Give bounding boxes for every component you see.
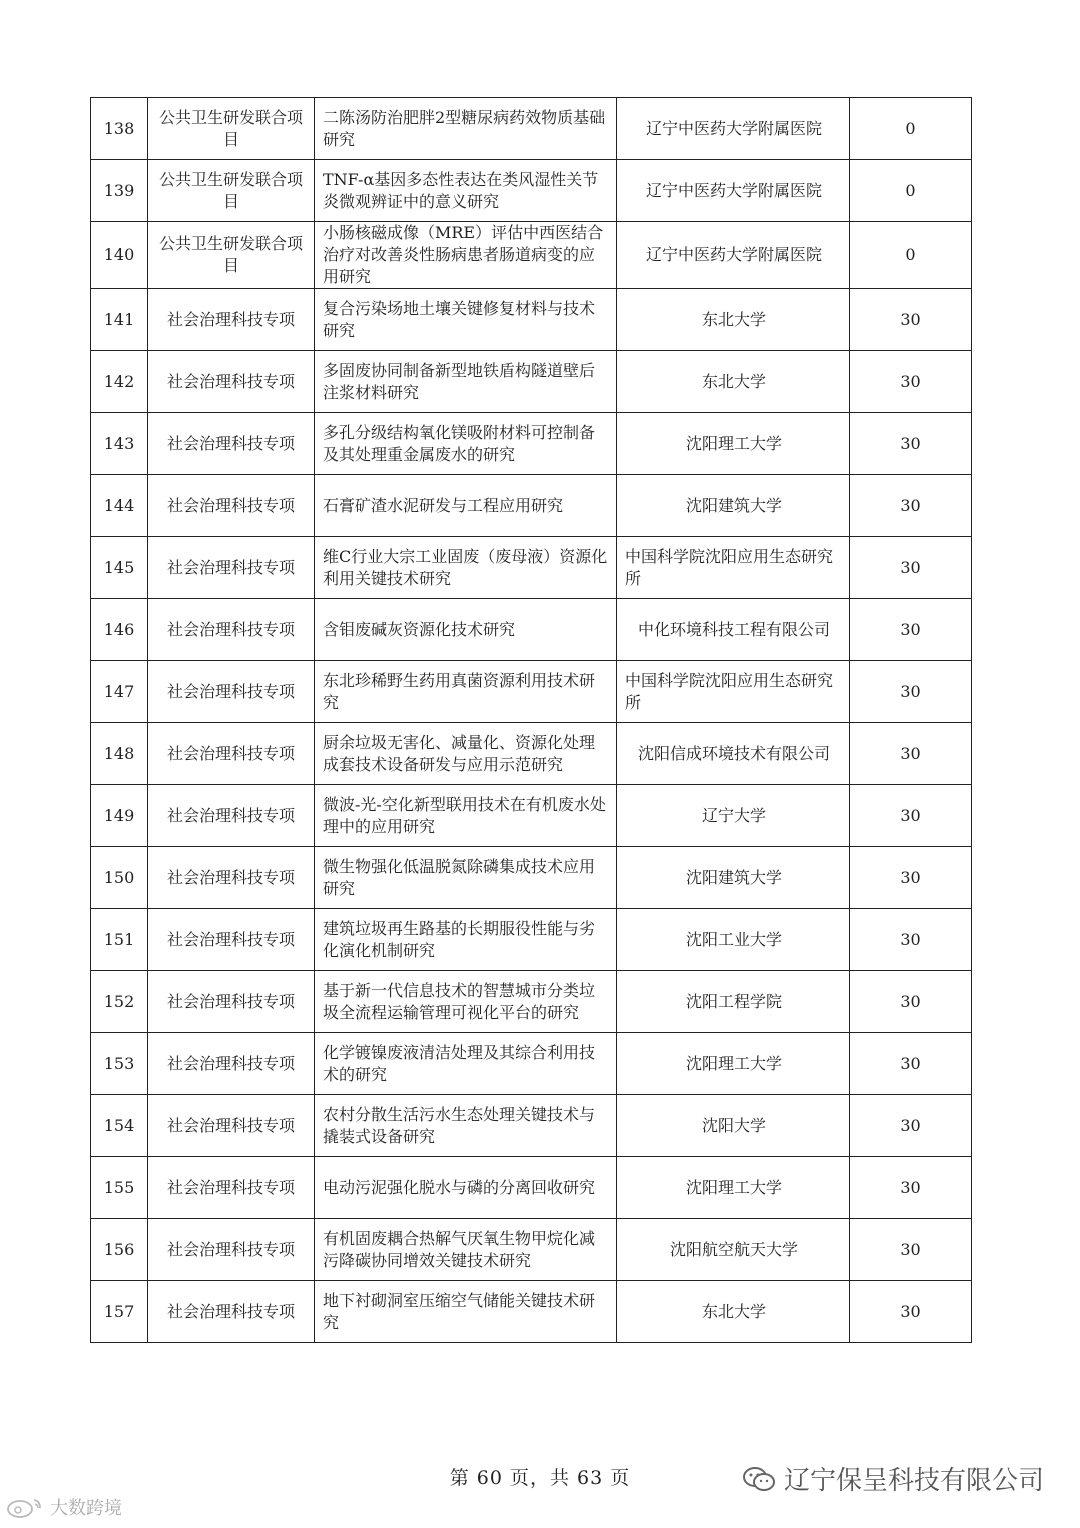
- category-cell: 公共卫生研发联合项目: [148, 222, 315, 289]
- organization-cell: 辽宁中医药大学附属医院: [617, 98, 850, 160]
- organization-cell: 辽宁中医药大学附属医院: [617, 222, 850, 289]
- amount-cell: 30: [850, 1281, 972, 1343]
- project-title-cell: 基于新一代信息技术的智慧城市分类垃圾全流程运输管理可视化平台的研究: [315, 971, 617, 1033]
- row-number-cell: 141: [91, 289, 148, 351]
- row-number-cell: 147: [91, 661, 148, 723]
- row-number-cell: 155: [91, 1157, 148, 1219]
- category-cell: 社会治理科技专项: [148, 971, 315, 1033]
- organization-cell: 沈阳工程学院: [617, 971, 850, 1033]
- row-number-cell: 148: [91, 723, 148, 785]
- weibo-icon: [6, 1496, 46, 1518]
- company-name: 辽宁保呈科技有限公司: [783, 1466, 1044, 1496]
- organization-cell: 辽宁大学: [617, 785, 850, 847]
- amount-cell: 30: [850, 661, 972, 723]
- organization-cell: 沈阳航空航天大学: [617, 1219, 850, 1281]
- table-row: [91, 1033, 972, 1095]
- category-cell: 社会治理科技专项: [148, 1219, 315, 1281]
- amount-cell: 30: [850, 909, 972, 971]
- organization-cell: 中化环境科技工程有限公司: [617, 599, 850, 661]
- table-row: [91, 413, 972, 475]
- category-cell: 社会治理科技专项: [148, 599, 315, 661]
- project-title-cell: 复合污染场地土壤关键修复材料与技术研究: [315, 289, 617, 351]
- row-number-cell: 152: [91, 971, 148, 1033]
- amount-cell: 30: [850, 785, 972, 847]
- table-row: [91, 537, 972, 599]
- project-title-cell: 多孔分级结构氧化镁吸附材料可控制备及其处理重金属废水的研究: [315, 413, 617, 475]
- category-cell: 社会治理科技专项: [148, 1281, 315, 1343]
- source-name: 大数跨境: [50, 1498, 122, 1519]
- project-title-cell: 石膏矿渣水泥研发与工程应用研究: [315, 475, 617, 537]
- table-row: [91, 1219, 972, 1281]
- amount-cell: 30: [850, 289, 972, 351]
- row-number-cell: 140: [91, 222, 148, 289]
- organization-cell: 沈阳建筑大学: [617, 475, 850, 537]
- category-cell: 公共卫生研发联合项目: [148, 160, 315, 222]
- table-row: [91, 847, 972, 909]
- amount-cell: 30: [850, 971, 972, 1033]
- organization-cell: 沈阳信成环境技术有限公司: [617, 723, 850, 785]
- amount-cell: 30: [850, 537, 972, 599]
- amount-cell: 30: [850, 1095, 972, 1157]
- organization-cell: 沈阳大学: [617, 1095, 850, 1157]
- table-row: [91, 909, 972, 971]
- row-number-cell: 145: [91, 537, 148, 599]
- project-title-cell: 厨余垃圾无害化、减量化、资源化处理成套技术设备研发与应用示范研究: [315, 723, 617, 785]
- project-title-cell: 电动污泥强化脱水与磷的分离回收研究: [315, 1157, 617, 1219]
- organization-cell: 东北大学: [617, 351, 850, 413]
- wechat-icon: [742, 1465, 776, 1493]
- table-row: [91, 475, 972, 537]
- category-cell: 社会治理科技专项: [148, 723, 315, 785]
- category-cell: 社会治理科技专项: [148, 289, 315, 351]
- organization-cell: 沈阳建筑大学: [617, 847, 850, 909]
- organization-cell: 沈阳理工大学: [617, 413, 850, 475]
- project-title-cell: 维C行业大宗工业固废（废母液）资源化利用关键技术研究: [315, 537, 617, 599]
- amount-cell: 0: [850, 98, 972, 160]
- organization-cell: 东北大学: [617, 289, 850, 351]
- table-row: [91, 160, 972, 222]
- project-title-cell: TNF-α基因多态性表达在类风湿性关节炎微观辨证中的意义研究: [315, 160, 617, 222]
- table-body: [91, 98, 972, 1343]
- category-cell: 社会治理科技专项: [148, 661, 315, 723]
- project-title-cell: 建筑垃圾再生路基的长期服役性能与劣化演化机制研究: [315, 909, 617, 971]
- source-watermark: [6, 1494, 122, 1520]
- amount-cell: 30: [850, 351, 972, 413]
- row-number-cell: 154: [91, 1095, 148, 1157]
- project-title-cell: 小肠核磁成像（MRE）评估中西医结合治疗对改善炎性肠病患者肠道病变的应用研究: [315, 222, 617, 289]
- organization-cell: 中国科学院沈阳应用生态研究所: [617, 661, 850, 723]
- organization-cell: 中国科学院沈阳应用生态研究所: [617, 537, 850, 599]
- table-row: [91, 222, 972, 289]
- amount-cell: 30: [850, 1219, 972, 1281]
- table-row: [91, 661, 972, 723]
- category-cell: 社会治理科技专项: [148, 1157, 315, 1219]
- row-number-cell: 142: [91, 351, 148, 413]
- table-row: [91, 599, 972, 661]
- row-number-cell: 149: [91, 785, 148, 847]
- row-number-cell: 138: [91, 98, 148, 160]
- table-row: [91, 98, 972, 160]
- row-number-cell: 157: [91, 1281, 148, 1343]
- category-cell: 社会治理科技专项: [148, 537, 315, 599]
- project-title-cell: 二陈汤防治肥胖2型糖尿病药效物质基础研究: [315, 98, 617, 160]
- row-number-cell: 156: [91, 1219, 148, 1281]
- table-row: [91, 723, 972, 785]
- amount-cell: 30: [850, 413, 972, 475]
- category-cell: 社会治理科技专项: [148, 1095, 315, 1157]
- organization-cell: 沈阳理工大学: [617, 1157, 850, 1219]
- amount-cell: 30: [850, 475, 972, 537]
- amount-cell: 30: [850, 723, 972, 785]
- table-row: [91, 289, 972, 351]
- organization-cell: 辽宁中医药大学附属医院: [617, 160, 850, 222]
- project-table: [90, 97, 972, 1343]
- row-number-cell: 143: [91, 413, 148, 475]
- organization-cell: 沈阳工业大学: [617, 909, 850, 971]
- category-cell: 公共卫生研发联合项目: [148, 98, 315, 160]
- amount-cell: 30: [850, 1157, 972, 1219]
- category-cell: 社会治理科技专项: [148, 475, 315, 537]
- organization-cell: 沈阳理工大学: [617, 1033, 850, 1095]
- amount-cell: 30: [850, 1033, 972, 1095]
- amount-cell: 30: [850, 847, 972, 909]
- row-number-cell: 153: [91, 1033, 148, 1095]
- table-row: [91, 971, 972, 1033]
- category-cell: 社会治理科技专项: [148, 909, 315, 971]
- project-title-cell: 多固废协同制备新型地铁盾构隧道壁后注浆材料研究: [315, 351, 617, 413]
- project-title-cell: 含钼废碱灰资源化技术研究: [315, 599, 617, 661]
- project-title-cell: 有机固废耦合热解气厌氧生物甲烷化减污降碳协同增效关键技术研究: [315, 1219, 617, 1281]
- row-number-cell: 144: [91, 475, 148, 537]
- project-title-cell: 农村分散生活污水生态处理关键技术与撬装式设备研究: [315, 1095, 617, 1157]
- project-title-cell: 化学镀镍废液清洁处理及其综合利用技术的研究: [315, 1033, 617, 1095]
- project-title-cell: 微波-光-空化新型联用技术在有机废水处理中的应用研究: [315, 785, 617, 847]
- project-title-cell: 东北珍稀野生药用真菌资源利用技术研究: [315, 661, 617, 723]
- category-cell: 社会治理科技专项: [148, 413, 315, 475]
- table-row: [91, 785, 972, 847]
- row-number-cell: 151: [91, 909, 148, 971]
- amount-cell: 0: [850, 160, 972, 222]
- row-number-cell: 146: [91, 599, 148, 661]
- project-title-cell: 微生物强化低温脱氮除磷集成技术应用研究: [315, 847, 617, 909]
- organization-cell: 东北大学: [617, 1281, 850, 1343]
- table-row: [91, 1281, 972, 1343]
- table-row: [91, 351, 972, 413]
- project-title-cell: 地下衬砌洞室压缩空气储能关键技术研究: [315, 1281, 617, 1343]
- company-watermark: [742, 1460, 1044, 1497]
- amount-cell: 30: [850, 599, 972, 661]
- page-number: 第 60 页，共 63 页: [449, 1467, 631, 1489]
- table-row: [91, 1157, 972, 1219]
- category-cell: 社会治理科技专项: [148, 847, 315, 909]
- category-cell: 社会治理科技专项: [148, 785, 315, 847]
- row-number-cell: 150: [91, 847, 148, 909]
- category-cell: 社会治理科技专项: [148, 1033, 315, 1095]
- table-row: [91, 1095, 972, 1157]
- category-cell: 社会治理科技专项: [148, 351, 315, 413]
- row-number-cell: 139: [91, 160, 148, 222]
- amount-cell: 0: [850, 222, 972, 289]
